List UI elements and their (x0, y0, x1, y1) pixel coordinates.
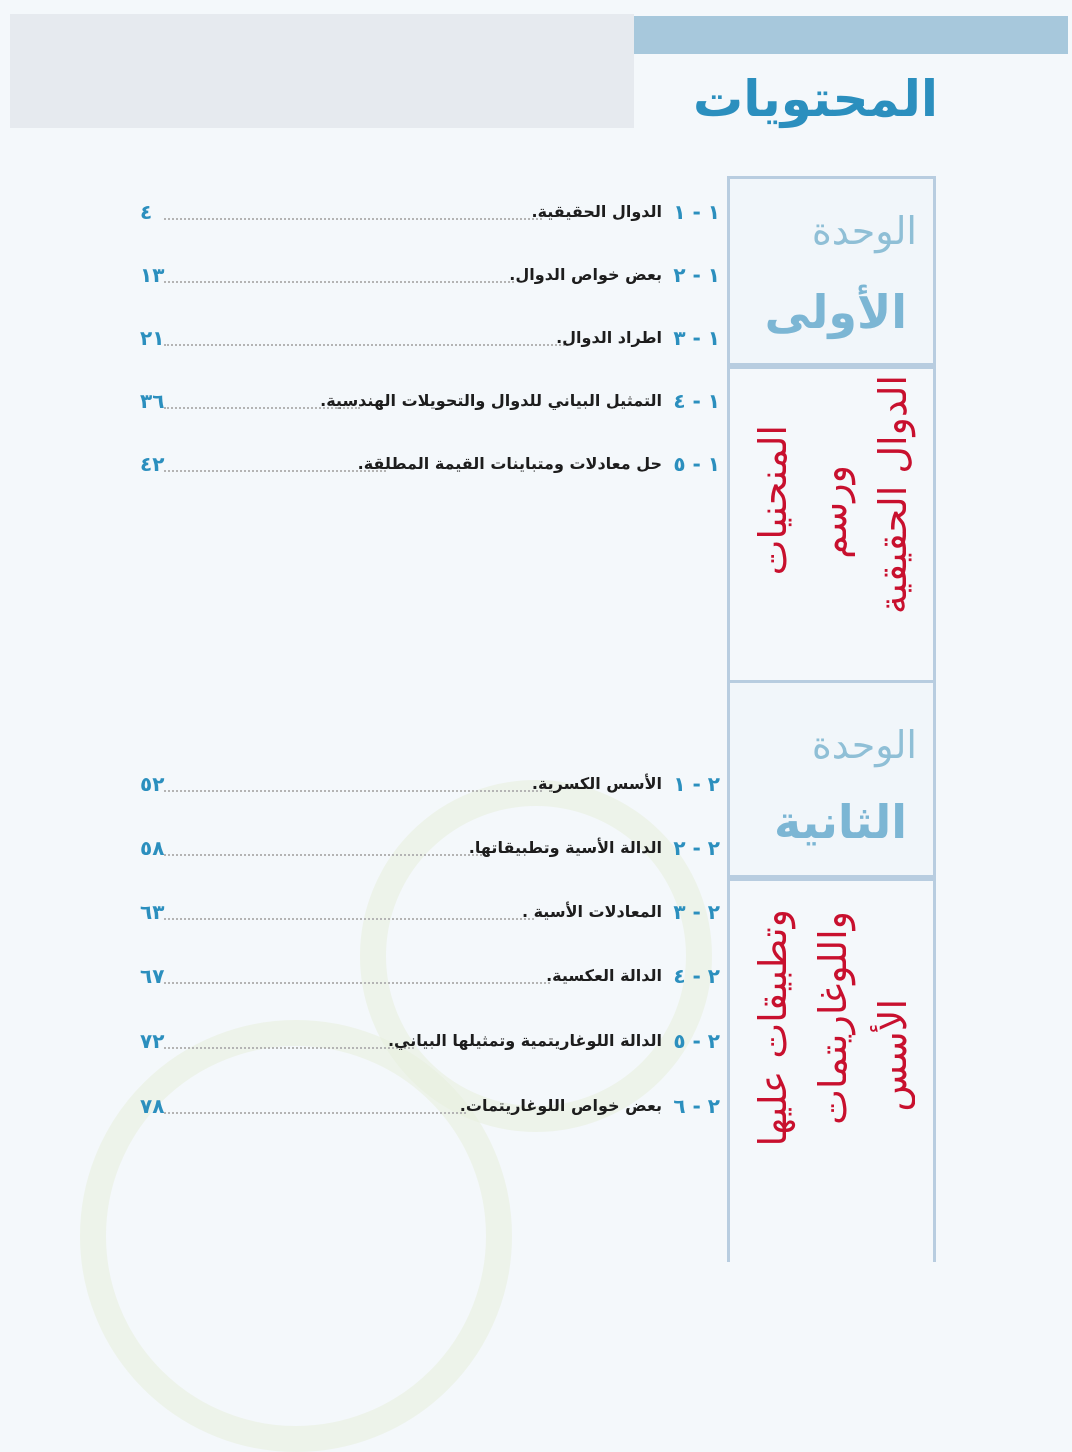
toc-entry-title: الدالة الأسية وتطبيقاتها. (468, 838, 662, 857)
background-watermark (360, 780, 712, 1132)
toc-entry-title: بعض خواص اللوغاريتمات. (459, 1096, 662, 1115)
toc-entry-title: الدوال الحقيقية. (531, 202, 662, 221)
toc-dot-leader (164, 918, 534, 920)
unit-2-card (727, 680, 936, 878)
toc-page-number: ٧٨ (140, 1094, 165, 1118)
unit-2-label: الوحدة (811, 723, 917, 767)
unit-1-card (727, 176, 936, 366)
toc-entry-title: بعض خواص الدوال. (509, 265, 662, 284)
toc-entry-title: اطراد الدوال. (556, 328, 662, 347)
toc-entry[interactable] (140, 772, 720, 800)
toc-entry-number: ١ - ٤ (673, 389, 720, 413)
toc-entry[interactable] (140, 964, 720, 992)
toc-entry-number: ٢ - ٢ (673, 836, 720, 860)
toc-entry-number: ٢ - ١ (673, 772, 720, 796)
toc-entry[interactable] (140, 900, 720, 928)
toc-dot-leader (164, 1112, 466, 1114)
toc-entry-title: الأسس الكسرية. (531, 774, 662, 793)
toc-entry-title: الدالة العكسية. (546, 966, 662, 985)
toc-entry[interactable] (140, 1094, 720, 1122)
toc-entry[interactable] (140, 200, 720, 228)
toc-entry-number: ٢ - ٦ (673, 1094, 720, 1118)
unit-1-ordinal: الأولى (764, 285, 907, 339)
toc-entry[interactable] (140, 389, 720, 417)
toc-entry-number: ١ - ٥ (673, 452, 720, 476)
toc-entry-number: ١ - ٢ (673, 263, 720, 287)
toc-dot-leader (164, 218, 542, 220)
toc-page-number: ٣٦ (140, 389, 165, 413)
toc-dot-leader (164, 982, 550, 984)
toc-entry-number: ١ - ١ (673, 200, 720, 224)
toc-entry-number: ٢ - ٣ (673, 900, 720, 924)
unit-1-title-box (727, 366, 936, 680)
unit-1-title-line-1: الدوال الحقيقية (871, 375, 915, 615)
toc-page-number: ٦٧ (140, 964, 165, 988)
unit-1-title-line-3: المنحنيات (751, 425, 795, 576)
toc-dot-leader (164, 470, 386, 472)
toc-entry[interactable] (140, 452, 720, 480)
toc-page-number: ٤ (140, 200, 153, 224)
toc-dot-leader (164, 281, 514, 283)
toc-page-number: ٥٨ (140, 836, 165, 860)
unit-2-title-line-3: وتطبيقات عليها (751, 909, 795, 1147)
unit-1-title-line-2: ورسم (811, 465, 855, 559)
unit-2-ordinal: الثانية (773, 795, 907, 849)
toc-entry[interactable] (140, 263, 720, 291)
toc-entry-number: ٢ - ٤ (673, 964, 720, 988)
toc-page-number: ٦٣ (140, 900, 165, 924)
header-blue-band (634, 16, 1068, 54)
toc-page-number: ٢١ (140, 326, 165, 350)
toc-page-number: ٤٢ (140, 452, 165, 476)
unit-2-title-line-2: واللوغاريتمات (811, 911, 855, 1125)
unit-2-title-box (727, 878, 936, 1262)
toc-dot-leader (164, 790, 542, 792)
toc-entry-title: حل معادلات ومتباينات القيمة المطلقة. (357, 454, 662, 473)
header-gray-band (10, 14, 634, 128)
unit-1-label: الوحدة (811, 209, 917, 253)
toc-dot-leader (164, 854, 486, 856)
toc-entry-title: التمثيل البياني للدوال والتحويلات الهندسية. (320, 391, 662, 410)
toc-entry-number: ٢ - ٥ (673, 1029, 720, 1053)
toc-page-number: ٧٢ (140, 1029, 165, 1053)
toc-entry[interactable] (140, 836, 720, 864)
page-title: المحتويات (692, 70, 938, 128)
toc-dot-leader (164, 1047, 414, 1049)
toc-entry-title: الدالة اللوغاريتمية وتمثيلها البياني. (387, 1031, 662, 1050)
unit-2-title-line-1: الأسس (871, 999, 915, 1112)
toc-entry-title: المعادلات الأسية . (521, 902, 662, 921)
toc-dot-leader (164, 344, 568, 346)
toc-entry[interactable] (140, 1029, 720, 1057)
toc-entry[interactable] (140, 326, 720, 354)
toc-entry-number: ١ - ٣ (673, 326, 720, 350)
toc-page-number: ٥٢ (140, 772, 165, 796)
toc-page-number: ١٣ (140, 263, 165, 287)
